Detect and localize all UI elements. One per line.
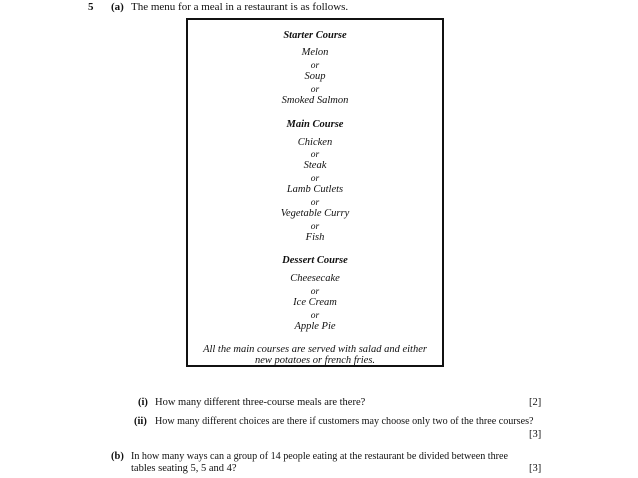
subquestion-ii-marks: [3]	[529, 429, 542, 440]
starter-heading: Starter Course	[283, 30, 347, 41]
dessert-item: Apple Pie	[294, 321, 336, 332]
starter-item: Smoked Salmon	[281, 95, 349, 106]
subquestion-i-text: How many different three-course meals are there?	[155, 397, 366, 408]
main-heading: Main Course	[286, 119, 344, 130]
question-number: 5	[88, 1, 94, 13]
starter-item: Soup	[304, 71, 326, 82]
subquestion-ii-text: How many different choices are there if customers may choose only two of the three courses?	[155, 416, 534, 427]
or-separator: or	[310, 311, 320, 321]
subquestion-ii-label: (ii)	[134, 416, 147, 427]
dessert-item: Cheesecake	[290, 273, 340, 284]
or-separator: or	[310, 198, 320, 208]
or-separator: or	[310, 150, 320, 160]
main-item: Lamb Cutlets	[286, 184, 344, 195]
main-item: Chicken	[297, 137, 333, 148]
or-separator: or	[310, 61, 320, 71]
main-item: Vegetable Curry	[280, 208, 350, 219]
or-separator: or	[310, 85, 320, 95]
part-b-text-line1: In how many ways can a group of 14 people eating at the restaurant be divided between three	[131, 451, 508, 462]
main-item: Steak	[303, 160, 327, 171]
or-separator: or	[310, 287, 320, 297]
subquestion-i-label: (i)	[138, 397, 148, 408]
dessert-heading: Dessert Course	[282, 255, 348, 266]
starter-item: Melon	[301, 47, 329, 58]
menu-box	[186, 18, 444, 367]
dessert-item: Ice Cream	[293, 297, 337, 308]
menu-note-line2: new potatoes or french fries.	[254, 355, 376, 366]
part-b-label: (b)	[111, 451, 124, 462]
subquestion-i-marks: [2]	[529, 397, 542, 408]
or-separator: or	[310, 174, 320, 184]
or-separator: or	[310, 222, 320, 232]
menu-note-line1: All the main courses are served with salad and either	[203, 344, 427, 355]
part-a-label: (a)	[111, 1, 124, 13]
part-a-intro: The menu for a meal in a restaurant is as follows.	[131, 1, 349, 13]
part-b-marks: [3]	[529, 463, 542, 474]
main-item: Fish	[305, 232, 325, 243]
part-b-text-line2: tables seating 5, 5 and 4?	[131, 463, 237, 474]
